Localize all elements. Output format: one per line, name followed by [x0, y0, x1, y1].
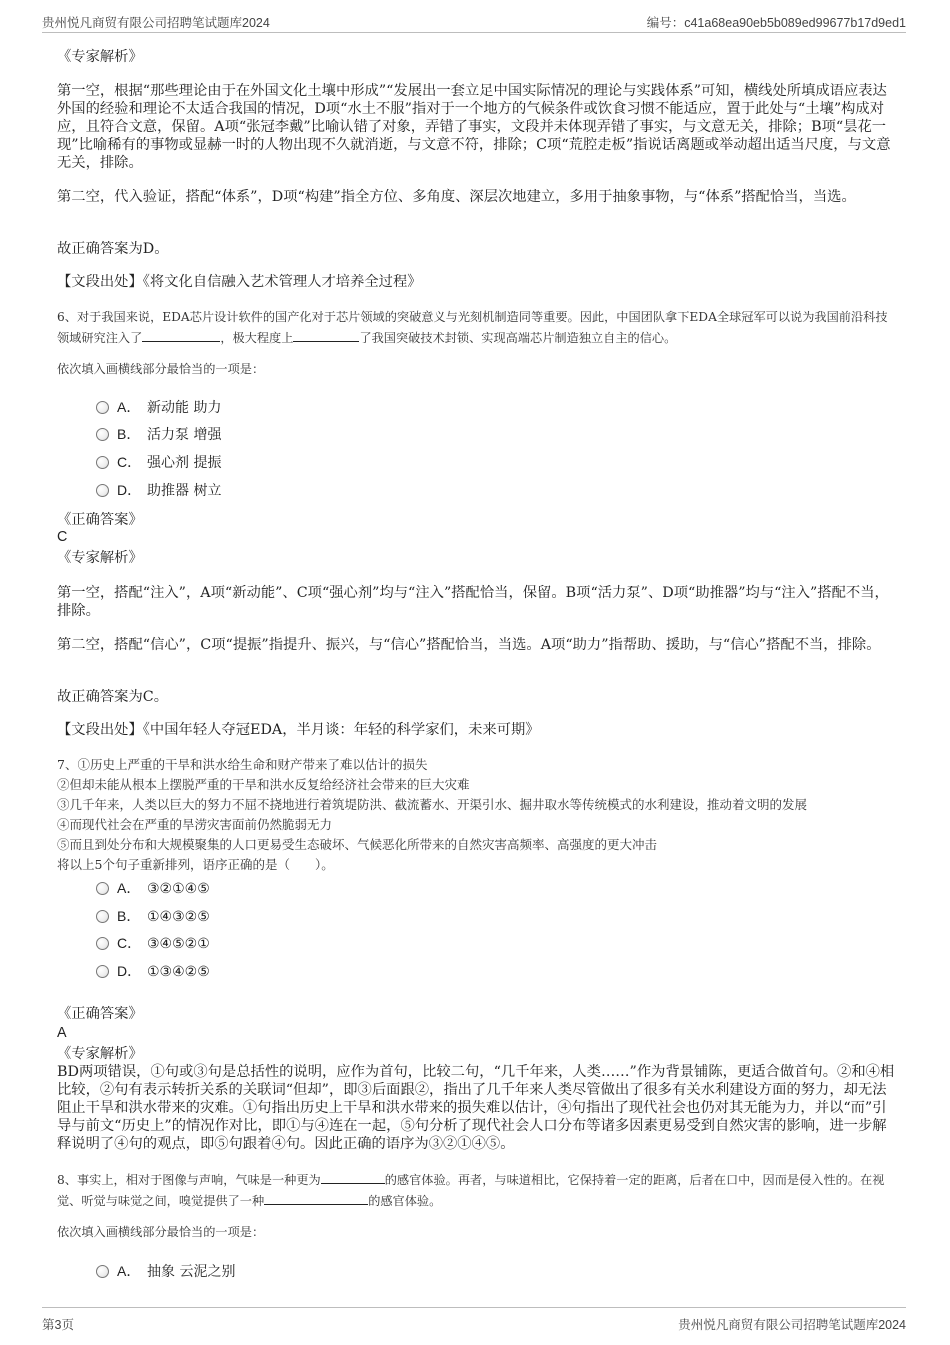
option-text: ①④③②⑤ [147, 909, 210, 925]
q6-question [57, 307, 895, 349]
q6-text-c: 了我国突破技术封锁、实现高端芯片制造独立自主的信心。 [359, 331, 677, 345]
q6-answer-label: 《正确答案》 [57, 512, 143, 528]
option-letter: B． [117, 908, 141, 924]
q8-option-a[interactable] [96, 1260, 235, 1282]
option-letter: C． [117, 935, 142, 951]
q8-blank-1 [321, 1170, 385, 1184]
option-text: 助推器 树立 [147, 483, 222, 499]
q6-option-b[interactable] [96, 423, 221, 445]
option-text: 活力泵 增强 [147, 427, 222, 443]
option-letter: A． [117, 880, 141, 896]
q6-analysis-label: 《专家解析》 [57, 550, 143, 566]
radio-button-icon[interactable] [96, 965, 109, 978]
radio-button-icon[interactable] [96, 937, 109, 950]
q7-answer-label: 《正确答案》 [57, 1006, 143, 1022]
q7-line-5: ⑤而且到处分布和大规模聚集的人口更易受生态破坏、气候恶化所带来的自然灾害高频率、高强度的更大冲击 [57, 837, 658, 852]
q7-line-2: ②但却未能从根本上摆脱严重的干旱和洪水反复给经济社会带来的巨大灾难 [57, 777, 470, 792]
option-text: 强心剂 提振 [147, 455, 222, 471]
q5-analysis-para2: 第二空，代入验证，搭配“体系”，D项“构建”指全方位、多角度、深层次地建立，多用于抽象事物，与“体系”搭配恰当，当选。 [57, 189, 856, 205]
q6-blank-1 [142, 328, 220, 342]
q6-analysis-para2: 第二空，搭配“信心”，C项“提振”指提升、振兴，与“信心”搭配恰当，当选。A项“助力”指帮助、援助，与“信心”搭配不当，排除。 [57, 637, 881, 653]
q6-option-d[interactable] [96, 479, 221, 501]
page-header [42, 10, 906, 33]
option-letter: A． [117, 1263, 141, 1279]
q7-line-3: ③几千年来，人类以巨大的努力不屈不挠地进行着筑堤防洪、截流蓄水、开渠引水、掘井取水等传统模式的水利建设，推动着文明的发展 [57, 797, 808, 812]
radio-button-icon[interactable] [96, 484, 109, 497]
q7-answer: A [57, 1025, 67, 1041]
page-footer [42, 1307, 906, 1334]
radio-button-icon[interactable] [96, 882, 109, 895]
q7-instruction: 将以上5个句子重新排列，语序正确的是（ ）。 [57, 857, 334, 872]
q7-option-c[interactable] [96, 932, 210, 954]
option-text: ③②①④⑤ [147, 881, 210, 897]
q7-option-b[interactable] [96, 905, 210, 927]
q6-prompt: 依次填入画横线部分最恰当的一项是： [57, 362, 265, 376]
page-number: 第3页 [42, 1318, 74, 1332]
q7-line-4: ④而现代社会在严重的旱涝灾害面前仍然脆弱无力 [57, 817, 333, 832]
footer-doc-title: 贵州悦凡商贸有限公司招聘笔试题库2024 [678, 1318, 906, 1332]
q5-analysis-label: 《专家解析》 [57, 49, 143, 65]
radio-button-icon[interactable] [96, 910, 109, 923]
radio-button-icon[interactable] [96, 1265, 109, 1278]
q7-option-a[interactable] [96, 877, 210, 899]
q7-option-d[interactable] [96, 960, 210, 982]
q8-text-c: 的感官体验。 [368, 1194, 442, 1208]
radio-button-icon[interactable] [96, 428, 109, 441]
option-text: 抽象 云泥之别 [147, 1264, 236, 1280]
option-letter: C． [117, 454, 142, 470]
header-doc-id: 编号：c41a68ea90eb5b089ed99677b17d9ed1 [646, 16, 906, 30]
option-letter: D． [117, 963, 142, 979]
q7-analysis-label: 《专家解析》 [57, 1046, 143, 1062]
q6-source: 【文段出处】《中国年轻人夺冠EDA，半月谈：年轻的科学家们，未来可期》 [57, 722, 540, 738]
option-text: ③④⑤②① [147, 936, 210, 952]
radio-button-icon[interactable] [96, 456, 109, 469]
option-letter: B． [117, 426, 141, 442]
header-doc-title: 贵州悦凡商贸有限公司招聘笔试题库2024 [42, 16, 270, 30]
q7-line-1: 7、①历史上严重的干旱和洪水给生命和财产带来了难以估计的损失 [57, 757, 428, 772]
q5-analysis-para1: 第一空，根据“那些理论由于在外国文化土壤中形成”“发展出一套立足中国实际情况的理论与实践体系”可知，横线处所填成语应表达外国的经验和理论不太适合我国的情况，D项“水土不服”指对于一个地方的气候条件或饮食习惯不能适应，置于此处与“土壤”构成对应，且符合文意，保留。A项“张冠李戴”比喻认错了对象，弄错了事实，文段并未体现弄错了事实，与文意无关，排除；B项“昙花一现”比喻稀有的事物或显赫一时的人物出现不久就消逝，与文意不符，排除；C项“荒腔走板”指说话离题或举动超出适当尺度，与文意无关，排除。 [57, 83, 891, 171]
option-letter: D． [117, 482, 142, 498]
q6-blank-2 [293, 328, 359, 342]
q5-conclusion: 故正确答案为D。 [57, 241, 169, 257]
q8-text-a: 8、事实上，相对于图像与声响，气味是一种更为 [57, 1173, 321, 1187]
q6-conclusion: 故正确答案为C。 [57, 689, 169, 705]
q8-blank-2 [264, 1191, 368, 1205]
q6-text-a: 6、对于我国来说，EDA芯片设计软件的国产化对于芯片领域的突破意义与光刻机制造同等重要。因此，中国团队拿下EDA全球冠军可以说为我国前沿科技领域研究注入了 [57, 310, 888, 345]
q8-text-b: 的感官体验。再者，与味道相比，它保持着一定的距离，后者在口中，因而是侵入性的。在视觉、听觉与味觉之间，嗅觉提供了一种 [57, 1173, 885, 1208]
q6-option-a[interactable] [96, 396, 221, 418]
option-text: ①③④②⑤ [147, 964, 210, 980]
q8-question [57, 1170, 895, 1212]
q7-analysis: BD两项错误，①句或③句是总括性的说明，应作为首句，比较二句，“几千年来，人类……”作为背景铺陈，更适合做首句。②和④相比较，②句有表示转折关系的关联词“但却”，即③后面跟②，指出了几千年来人类尽管做出了很多有关水利建设方面的努力，却无法阻止干旱和洪水带来的灾难。①句指出历史上干旱和洪水带来的损失难以估计，④句指出了现代社会也仍对其无能为力，并以“而”引导与前文“历史上”的情况作对比，即①与④连在一起，⑤句分析了现代社会人口分布等诸多因素更易受到自然灾害的影响，进一步解释说明了④句的观点，即⑤句跟着④句。因此正确的语序为③②①④⑤。 [57, 1064, 895, 1152]
q8-prompt: 依次填入画横线部分最恰当的一项是： [57, 1225, 265, 1239]
q6-analysis-para1: 第一空，搭配“注入”，A项“新动能”、C项“强心剂”均与“注入”搭配恰当，保留。B项“活力泵”、D项“助推器”均与“注入”搭配不当，排除。 [57, 585, 889, 619]
q6-text-b: ，极大程度上 [220, 331, 294, 345]
option-text: 新动能 助力 [147, 400, 222, 416]
q6-option-c[interactable] [96, 451, 221, 473]
option-letter: A． [117, 399, 141, 415]
q6-answer: C [57, 529, 68, 545]
q5-source: 【文段出处】《将文化自信融入艺术管理人才培养全过程》 [57, 274, 422, 290]
radio-button-icon[interactable] [96, 401, 109, 414]
